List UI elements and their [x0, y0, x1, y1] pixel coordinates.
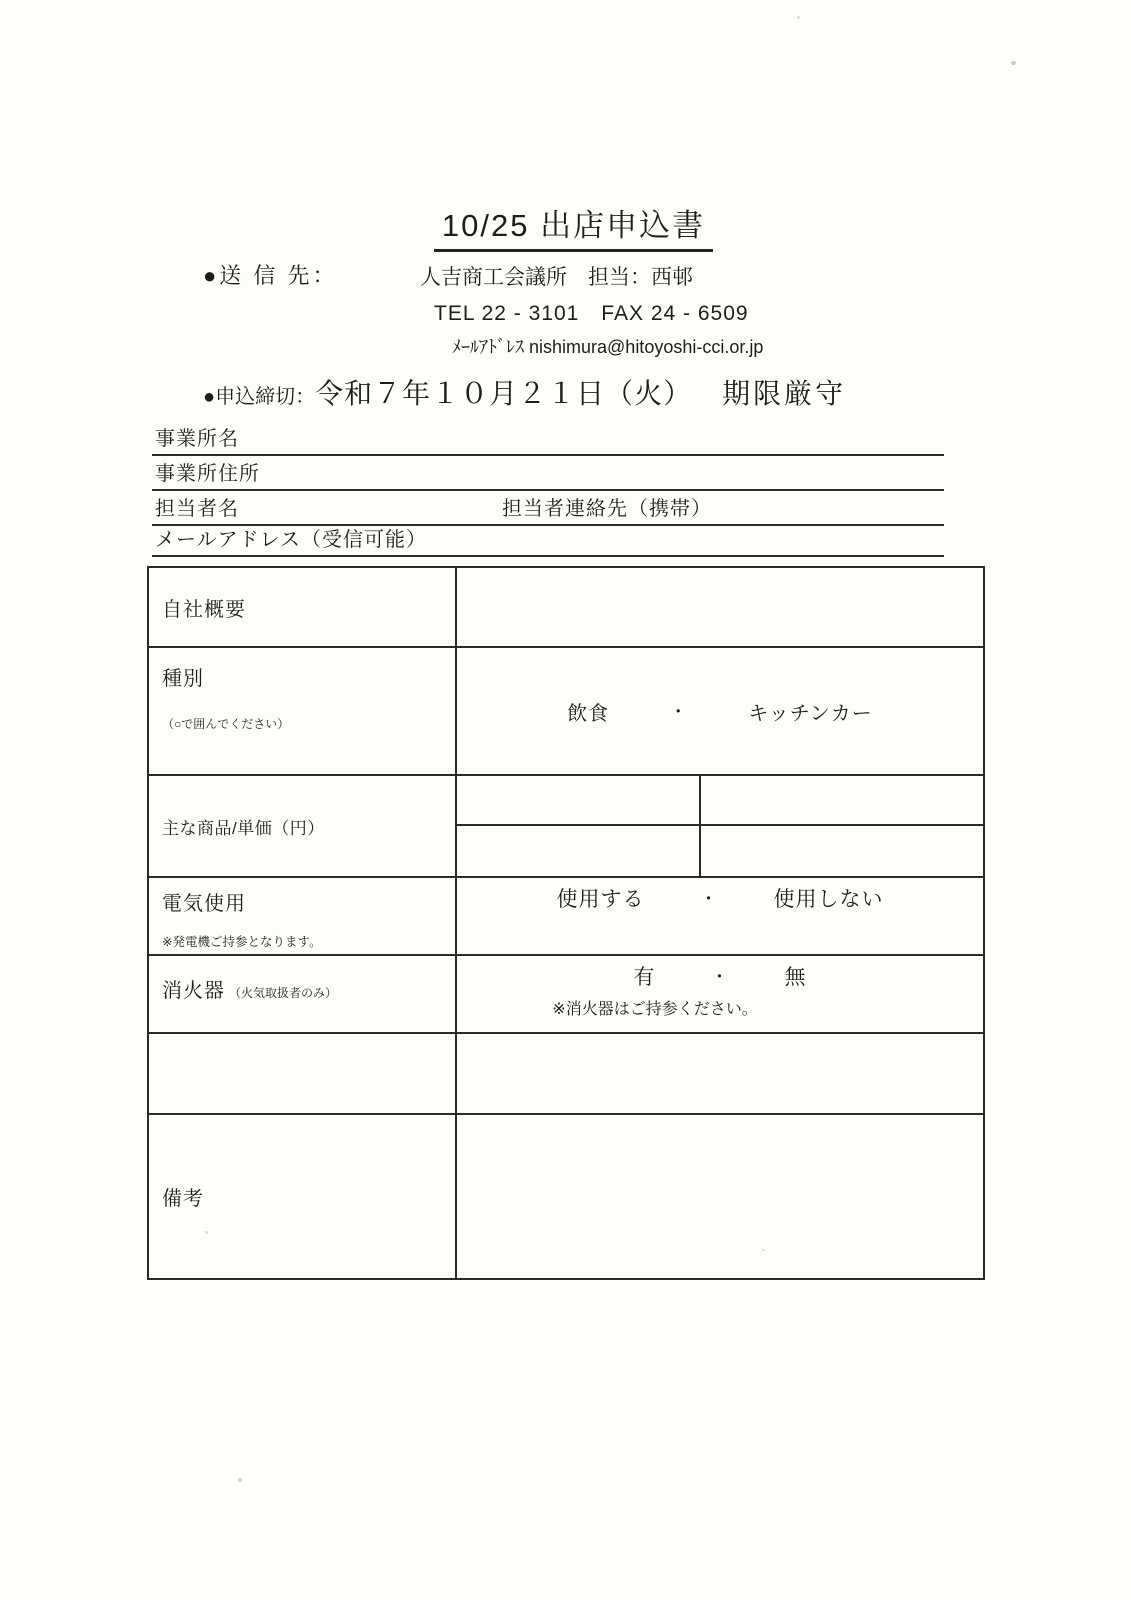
products-cell-4: [701, 826, 983, 876]
products-cell-2: [701, 776, 983, 826]
application-deadline: [203, 372, 846, 412]
scan-speck: [762, 1249, 765, 1251]
row-products: [149, 776, 983, 878]
products-label: 主な商品/単価（円）: [162, 818, 325, 838]
email-label: メールアドレス（受信可能）: [155, 529, 427, 551]
category-option-separator: ・: [669, 702, 689, 722]
application-table: [147, 566, 985, 1280]
remarks-input-area: [457, 1115, 983, 1278]
field-email: [152, 527, 944, 557]
page-title: 10/25 出店申込書: [434, 200, 713, 252]
sender-tel-fax: TEL 22 - 3101 FAX 24 - 6509: [434, 302, 749, 325]
field-contact: [152, 496, 944, 526]
electricity-label: 電気使用: [162, 893, 246, 915]
row-category: [149, 648, 983, 776]
category-label: 種別: [162, 668, 204, 690]
scan-speck: [238, 1478, 242, 1482]
category-circle-note: （○で囲んでください）: [162, 717, 290, 731]
electricity-option-use: 使用する: [556, 888, 645, 911]
blank-input-area: [457, 1034, 983, 1113]
row-fire-extinguisher: [149, 956, 983, 1034]
row-company-overview: [149, 568, 983, 648]
electricity-options: [457, 878, 983, 913]
deadline-label: ●申込締切：: [203, 386, 316, 408]
category-label-cell: [149, 648, 457, 774]
products-label-cell: [149, 776, 457, 876]
sender-organization: 人吉商工会議所 担当：西邨: [420, 266, 693, 289]
sender-label: ●送 信 先：: [203, 263, 338, 288]
blank-label-cell: [149, 1034, 457, 1113]
scan-speck: [797, 16, 800, 19]
category-option-food: 飲食: [567, 702, 610, 725]
products-subgrid: [457, 776, 983, 876]
category-option-kitchen-car: キッチンカー: [748, 702, 873, 725]
fire-extinguisher-label-cell: [149, 956, 457, 1032]
category-options-cell: [457, 648, 983, 774]
fire-extinguisher-label-note: （火気取扱者のみ）: [229, 986, 338, 1000]
fire-extinguisher-option-yes: 有: [633, 966, 656, 989]
fire-extinguisher-bring-note: ※消火器はご持参ください。: [552, 1001, 758, 1018]
products-cell-3: [457, 826, 701, 876]
sender-email-address: ﾒｰﾙｱﾄﾞﾚｽ nishimura@hitoyoshi-cci.or.jp: [452, 337, 764, 357]
scan-speck: [1011, 61, 1016, 65]
electricity-options-cell: [457, 878, 983, 954]
title-area: [0, 200, 1131, 252]
fire-extinguisher-option-separator: ・: [710, 967, 730, 987]
field-business-address: [152, 461, 944, 491]
deadline-strict-note: 期限厳守: [722, 378, 847, 409]
remarks-label: 備考: [162, 1188, 204, 1210]
company-overview-input-area: [457, 568, 983, 646]
contact-phone-label: 担当者連絡先（携帯）: [502, 498, 712, 520]
products-cell-1: [457, 776, 701, 826]
electricity-label-cell: [149, 878, 457, 954]
row-electricity: [149, 878, 983, 956]
deadline-date: 令和７年１０月２１日（火）: [315, 378, 693, 409]
business-address-label: 事業所住所: [155, 463, 260, 485]
products-input-area: [457, 776, 983, 876]
business-name-label: 事業所名: [155, 428, 239, 450]
fire-extinguisher-options-cell: [457, 956, 983, 1032]
fire-extinguisher-options: [457, 956, 983, 991]
field-business-name: [152, 426, 944, 456]
electricity-option-separator: ・: [699, 889, 719, 909]
scan-speck: [205, 1231, 208, 1234]
row-blank: [149, 1034, 983, 1115]
row-remarks: [149, 1115, 983, 1278]
electricity-option-no-use: 使用しない: [773, 888, 884, 911]
electricity-generator-note: ※発電機ご持参となります。: [162, 935, 322, 949]
fire-extinguisher-label: 消火器: [162, 980, 225, 1002]
company-overview-label: 自社概要: [162, 598, 246, 621]
contact-name-label: 担当者名: [155, 498, 239, 520]
remarks-label-cell: [149, 1115, 457, 1278]
fire-extinguisher-option-no: 無: [784, 966, 807, 989]
company-overview-label-cell: [149, 568, 457, 646]
